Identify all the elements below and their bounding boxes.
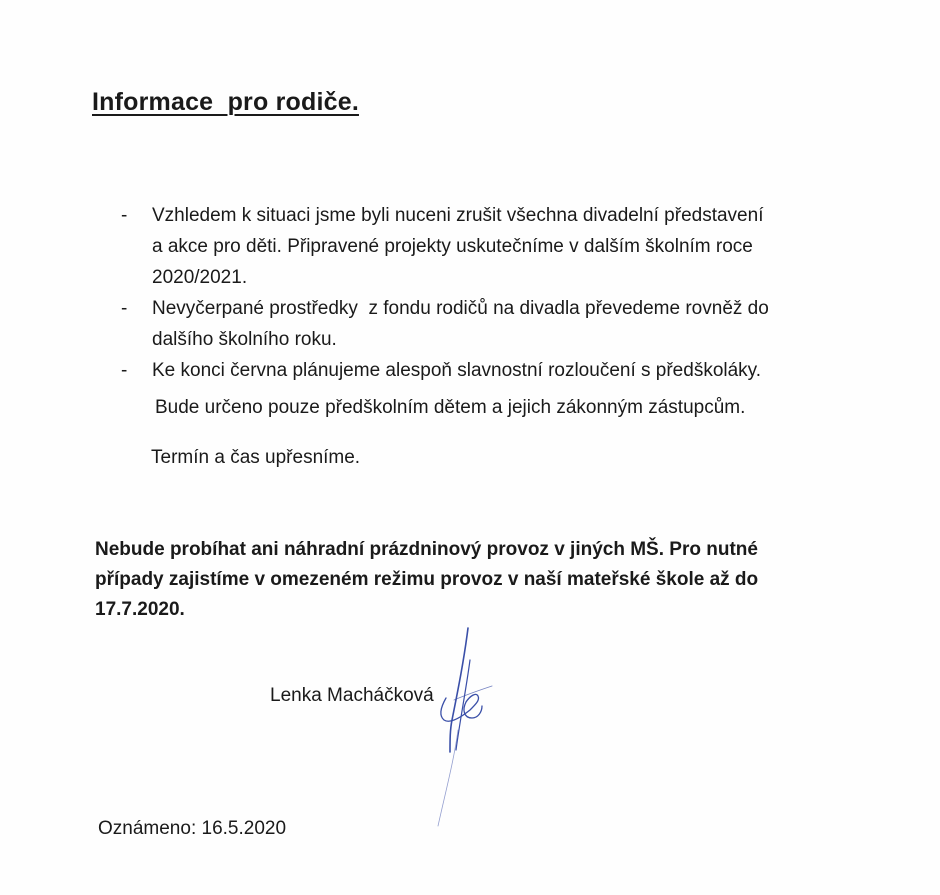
notice-line: případy zajistíme v omezeném režimu provoz v naší mateřské škole až do — [95, 569, 759, 590]
bullet-list — [118, 200, 878, 386]
signature-stroke — [438, 730, 458, 826]
signer-name: Lenka Macháčková — [270, 685, 434, 706]
bullet-item — [118, 355, 878, 386]
bullet-line: Vzhledem k situaci jsme byli nuceni zrušit všechna divadelní představení — [152, 205, 764, 226]
notice-paragraph — [95, 535, 758, 625]
date-time-note: Termín a čas upřesníme. — [151, 447, 361, 468]
notice-line: Nebude probíhat ani náhradní prázdninový provoz v jiných MŠ. Pro nutné — [95, 539, 758, 560]
announcement-date: Oznámeno: 16.5.2020 — [98, 818, 287, 839]
farewell-audience-note: Bude určeno pouze předškolním dětem a jejich zákonným zástupcům. — [155, 397, 746, 418]
bullet-line: 2020/2021. — [152, 267, 248, 288]
bullet-item — [118, 200, 878, 293]
signature-stroke — [456, 660, 470, 750]
bullet-item — [118, 293, 878, 355]
signature-stroke — [454, 686, 492, 700]
notice-line: 17.7.2020. — [95, 599, 185, 620]
bullet-line: Nevyčerpané prostředky z fondu rodičů na divadla převedeme rovněž do — [152, 298, 769, 319]
bullet-line: dalšího školního roku. — [152, 329, 337, 350]
bullet-marker: - — [121, 360, 128, 381]
handwritten-signature — [420, 620, 500, 840]
bullet-line: Ke konci června plánujeme alespoň slavnostní rozloučení s předškoláky. — [152, 360, 762, 381]
bullet-line: a akce pro děti. Připravené projekty uskutečníme v dalším školním roce — [152, 236, 753, 257]
document-title: Informace pro rodiče. — [92, 88, 359, 116]
bullet-marker: - — [121, 298, 128, 319]
bullet-marker: - — [121, 205, 128, 226]
